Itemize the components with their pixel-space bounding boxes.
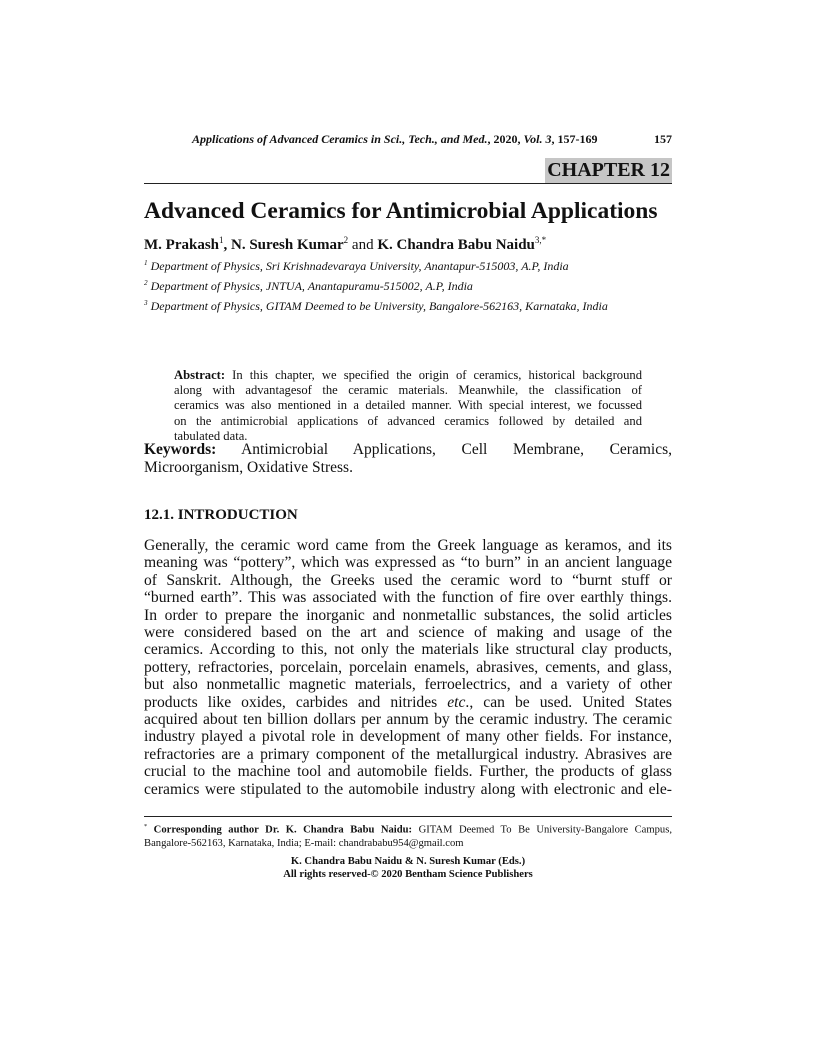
editors: K. Chandra Babu Naidu & N. Suresh Kumar (Eds.) [290,856,526,867]
footnote-divider [144,816,672,817]
affiliation: $^3$ Department of Physics, GITAM Deemed to be University, Bangalore-562163, Karnataka, India [144,299,608,313]
author-list: M. Prakash$^1$, N. Suresh Kumar$^2$ and K. Chandra Babu Naidu$^{3,*}$ [144,235,547,253]
footnote: * Corresponding author Dr. K. Chandra Babu Naidu: GITAM Deemed To Be University-Bangalore Campus, Bangalore-562163, Karnataka, India; E-mail: chandrababu954@gmail.com [144,823,672,849]
affiliation: $^1$ Department of Physics, Sri Krishnadevaraya University, Anantapur-515003, A.P, India [144,259,569,273]
journal-citation: Applications of Advanced Ceramics in Sci., Tech., and Med., 2020, Vol. 3, 157-169 [192,132,598,146]
header-divider [144,183,672,184]
abstract: Abstract: In this chapter, we specified the origin of ceramics, historical background along with advantagesof the ceramic materials. Meanwhile, the classification of ceramics was also mentioned in a detailed manner. With special interest, we focussed on the antimicrobial applications of advanced ceramics followed by detailed and tabulated data. [174,368,642,443]
chapter-label: CHAPTER 12 [547,159,670,181]
chapter-title: Advanced Ceramics for Antimicrobial Applications [144,198,658,224]
copyright: All rights reserved-© 2020 Bentham Science Publishers [283,868,533,880]
affiliation: $^2$ Department of Physics, JNTUA, Anantapuramu-515002, A.P, India [144,279,473,293]
body-text: Generally, the ceramic word came from the Greek language as keramos, and its meaning was “pottery”, which was expressed as “to burn” in an ancient language of Sanskrit. Although, the Greeks used the ceramic word to “burnt stuff or “burned earth”. This was associated with the function of fire over earthly things. In order to prepare the inorganic and nonmetallic substances, the solid articles were considered based on the art and science of making and usage of the ceramics. According to this, not only the materials like structural clay products, pottery, refractories, porcelain, porcelain enamels, abrasives, cements, and glass, but also nonmetallic magnetic materials, ferroelectrics, and a variety of other products like oxides, carbides and nitrides etc., can be used. United States acquired about ten billion dollars per annum by the ceramic industry. The ceramic industry played a pivotal role in development of many other fields. For instance, refractories are a primary component of the metallurgical industry. Abrasives are crucial to the machine tool and automobile fields. Further, the products of glass ceramics were stipulated to the automobile industry along with electronic and ele- [144,537,672,798]
section-heading: 12.1. INTRODUCTION [144,507,298,523]
keywords: Keywords: Antimicrobial Applications, Cell Membrane, Ceramics, Microorganism, Oxidative Stress. [144,441,672,476]
publisher-footer [144,856,672,881]
page-number: 157 [654,132,672,146]
